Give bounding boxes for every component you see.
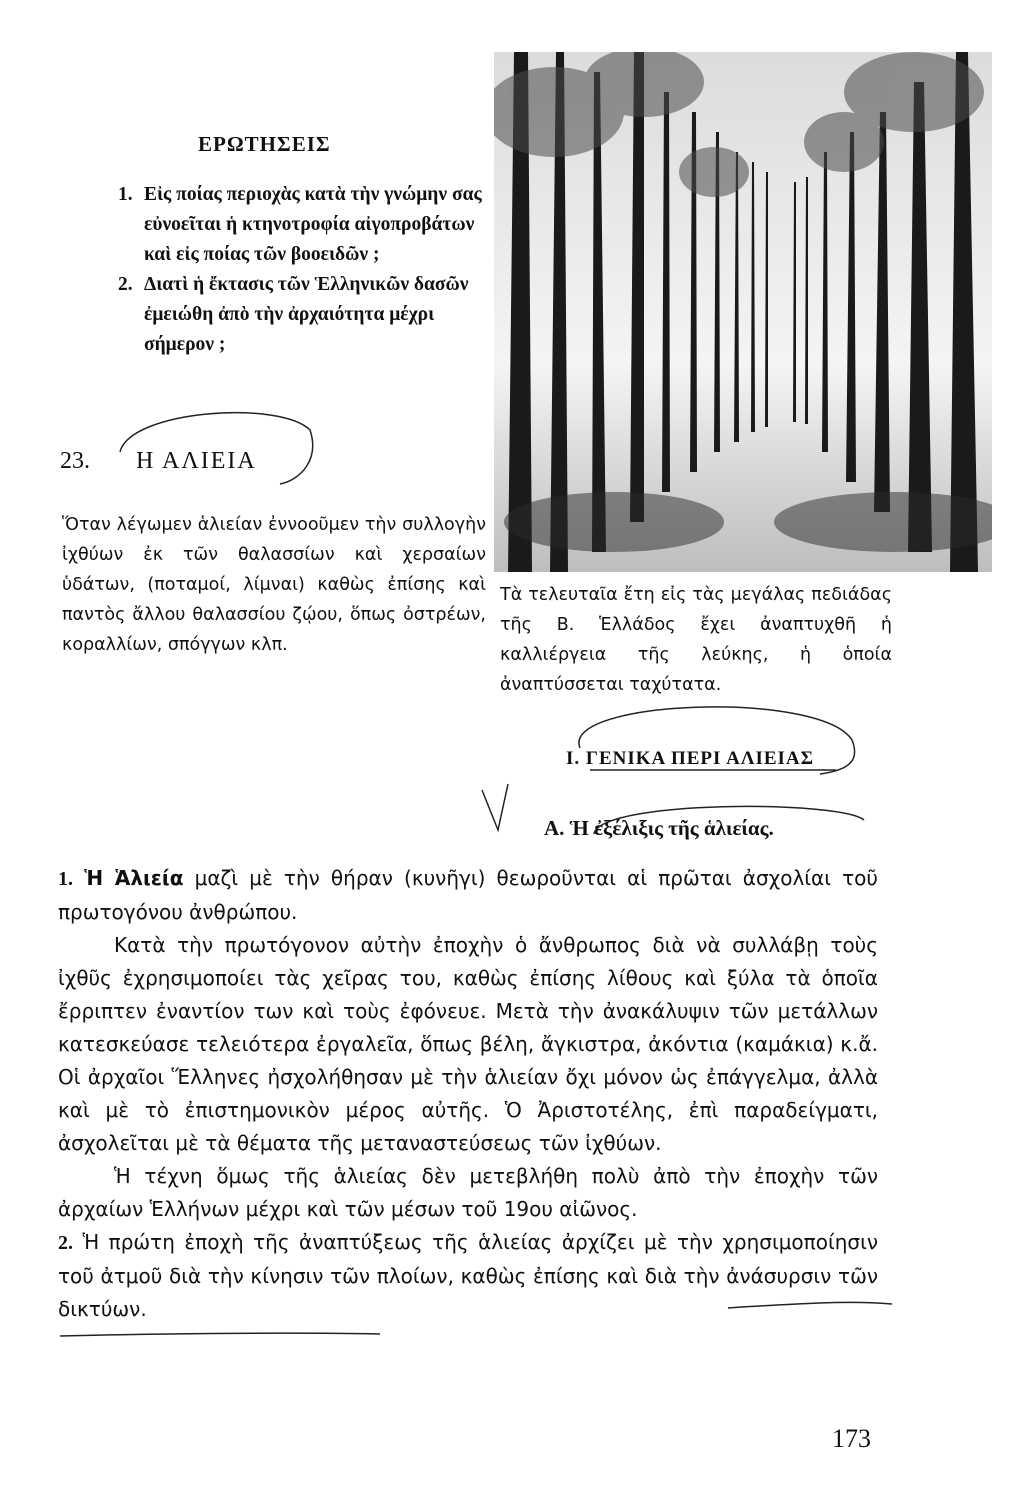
photo-caption: Τὰ τελευταῖα ἔτη εἰς τὰς μεγάλας πεδιάδας τῆς Β. Ἑλλάδος ἔχει ἀναπτυχθῆ ἡ καλλιέργεια τῆς λεύκης, ἡ ὁποία ἀναπτύσσεται ταχύτατα. [500, 585, 892, 695]
question-number: 1. [118, 184, 133, 205]
paragraph-number: 1. [58, 868, 73, 890]
body-paragraph-4 [58, 1226, 878, 1326]
questions-list [118, 180, 483, 360]
paragraph-number: 2. [58, 1232, 73, 1254]
question-item [118, 180, 483, 270]
forest-photo [494, 52, 992, 572]
question-item [118, 270, 483, 360]
question-text: Διατὶ ἡ ἔκτασις τῶν Ἑλληνικῶν δασῶν ἐμειώθη ἀπὸ τὴν ἀρχαιότητα μέχρι σήμερον ; [144, 274, 469, 355]
paragraph-text: μαζὶ μὲ τὴν θήραν (κυνῆγι) θεωροῦνται αἱ πρῶται ἀσχολίαι τοῦ πρωτογόνου ἀνθρώπου. [58, 866, 878, 924]
body-paragraph-2: Κατὰ τὴν πρωτόγονον αὐτὴν ἐποχὴν ὁ ἄνθρωπος διὰ νὰ συλλάβῃ τοὺς ἰχθῦς ἐχρησιμοποίει τὰς χεῖρας του, καθὼς ἐπίσης λίθους καὶ ξύλα τὰ ὁποῖα ἔρριπτεν ἐναντίον των καὶ τοὺς ἐφόνευε. Μετὰ τὴν ἀνακάλυψιν τῶν μετάλλων κατεσκεύασε τελειότερα ἐργαλεῖα, ὅπως βέλη, ἄγκιστρα, ἀκόντια (καμάκια) κ.ἄ. Οἱ ἀρχαῖοι Ἕλληνες ἠσχολήθησαν μὲ τὴν ἁλιείαν ὄχι μόνον ὡς ἐπάγγελμα, ἀλλὰ καὶ μὲ τὸ ἐπιστημονικὸν μέρος αὐτῆς. Ὁ Ἀριστοτέλης, ἐπὶ παραδείγματι, ἀσχολεῖται μὲ τὰ θέματα τῆς μεταναστεύσεως τῶν ἰχθύων. [58, 933, 878, 1155]
paragraph-lead: Ἡ Ἁλιεία [84, 866, 184, 890]
question-text: Εἰς ποίας περιοχὰς κατὰ τὴν γνώμην σας εὐνοεῖται ἡ κτηνοτροφία αἰγοπροβάτων καὶ εἰς ποίας τῶν βοοειδῶν ; [144, 184, 482, 265]
section-heading: I. ΓΕΝΙΚΑ ΠΕΡΙ ΑΛΙΕΙΑΣ [566, 748, 815, 769]
chapter-number: 23. [60, 448, 90, 474]
subsection-heading: Α. Ἡ ἐξέλιξις τῆς ἁλιείας. [544, 816, 774, 840]
paragraph-text: Ἡ πρώτη ἐποχὴ τῆς ἀναπτύξεως τῆς ἁλιείας ἀρχίζει μὲ τὴν χρησιμοποίησιν τοῦ ἀτμοῦ διὰ τὴν κίνησιν τῶν πλοίων, καθὼς ἐπίσης καὶ διὰ τὴν ἀνάσυρσιν τῶν δικτύων. [58, 1230, 879, 1321]
page-number: 173 [832, 1424, 871, 1453]
underline-mark [60, 1333, 380, 1336]
question-number: 2. [118, 274, 133, 295]
body-text [58, 862, 878, 1326]
chapter-heading [60, 448, 257, 475]
forest-photo-image [494, 52, 992, 572]
intro-paragraph: Ὅταν λέγωμεν ἁλιείαν ἐννοοῦμεν τὴν συλλογὴν ἰχθύων ἐκ τῶν θαλασσίων καὶ χερσαίων ὑδάτων, (ποταμοί, λίμναι) καθὼς ἐπίσης καὶ παντὸς ἄλλου θαλασσίου ζῴου, ὅπως ὀστρέων, κοραλλίων, σπόγγων κλπ. [62, 515, 486, 655]
check-mark [482, 784, 508, 830]
questions-title: ΕΡΩΤΗΣΕΙΣ [198, 132, 331, 156]
body-paragraph-1 [58, 862, 878, 929]
chapter-title: Η ΑΛΙΕΙΑ [136, 448, 257, 474]
body-paragraph-3: Ἡ τέχνη ὅμως τῆς ἁλιείας δὲν μετεβλήθη πολὺ ἀπὸ τὴν ἐποχὴν τῶν ἀρχαίων Ἑλλήνων μέχρι καὶ τῶν μέσων τοῦ 19ου αἰῶνος. [58, 1164, 878, 1221]
